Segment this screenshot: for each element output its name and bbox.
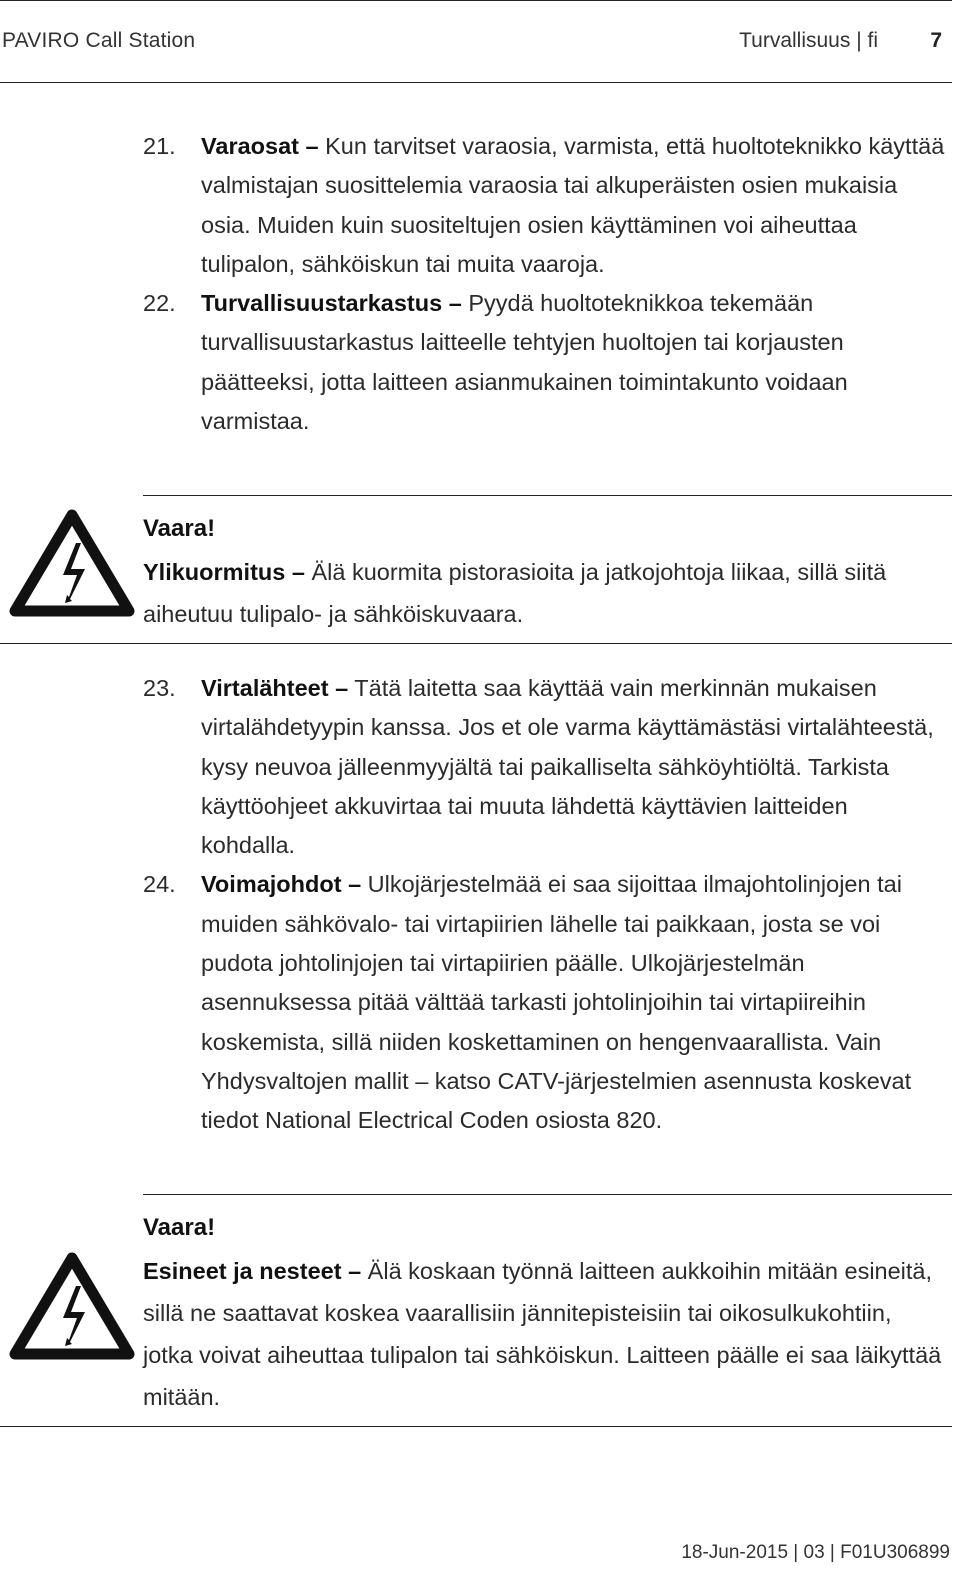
warning-box-overload bbox=[0, 495, 952, 645]
header-bottom-rule bbox=[0, 82, 952, 83]
item-number: 23. bbox=[143, 675, 176, 701]
warning-box-objects-liquids bbox=[0, 1194, 952, 1426]
item-number: 22. bbox=[143, 290, 176, 317]
item-text: Ulkojärjestelmää ei saa sijoittaa ilmajohtolinjojen tai muiden sähkövalo- tai virtapiirien lähelle tai paikkaan, josta se voi pudota johtolinjojen tai virtapiirien päälle. Ulkojärjestelmän asennuksessa pitää välttää tarkasti johtolinjoihin tai virtapiireihin koskemista, sillä niiden koskettaminen on hengenvaarallista. Vain Yhdysvaltojen mallit – katso CATV-järjestelmien asennusta koskevat tiedot National Electrical Coden osiosta 820. bbox=[201, 871, 912, 1134]
list-item bbox=[143, 127, 948, 284]
warning-title: Vaara! bbox=[143, 515, 216, 542]
electric-hazard-icon bbox=[9, 1252, 135, 1362]
warning-bottom-rule bbox=[0, 1426, 952, 1427]
page-header bbox=[0, 0, 952, 84]
header-top-rule bbox=[0, 0, 952, 1]
item-heading: Varaosat – bbox=[201, 133, 319, 159]
warning-text bbox=[143, 551, 943, 635]
item-heading: Voimajohdot – bbox=[201, 871, 362, 898]
warning-bottom-rule bbox=[0, 643, 952, 644]
product-name: PAVIRO Call Station bbox=[2, 29, 196, 52]
warning-body: Älä koskaan työnnä laitteen aukkoihin mitään esineitä, sillä ne saattavat koskea vaarallisiin jännitepisteisiin tai oikosulkukohtiin, jotka voivat aiheuttaa tulipalon tai sähköiskun. Laitteen päälle ei saa läikyttää mitään. bbox=[143, 1258, 942, 1410]
list-item bbox=[143, 284, 948, 441]
item-text: Tätä laitetta saa käyttää vain merkinnän mukaisen virtalähdetyypin kanssa. Jos et ole varma käyttämästäsi virtalähteestä, kysy neuvoa jälleenmyyjältä tai paikalliselta sähköyhtiöltä. Tarkista käyttöohjeet akkuvirtaa tai muuta lähdettä käyttävien laitteiden kohdalla. bbox=[201, 675, 934, 859]
list-item bbox=[143, 669, 948, 865]
item-number: 24. bbox=[143, 871, 176, 898]
item-heading: Turvallisuustarkastus – bbox=[201, 290, 462, 317]
item-text: Kun tarvitset varaosia, varmista, että huoltoteknikko käyttää valmistajan suosittelemia varaosia tai alkuperäisten osien mukaisia osia. Muiden kuin suositeltujen osien käyttäminen voi aiheuttaa tulipalon, sähköiskun tai muita vaaroja. bbox=[201, 133, 945, 277]
list-item bbox=[143, 865, 948, 1140]
warning-title: Vaara! bbox=[143, 1214, 216, 1241]
safety-list-a bbox=[143, 127, 948, 441]
page-number: 7 bbox=[930, 29, 942, 52]
warning-text bbox=[143, 1250, 943, 1418]
document-footer: 18-Jun-2015 | 03 | F01U306899 bbox=[681, 1542, 950, 1563]
electric-hazard-icon bbox=[9, 509, 135, 619]
item-text: Pyydä huoltoteknikkoa tekemään turvallisuustarkastus laitteelle tehtyjen huoltojen tai korjausten päätteeksi, jotta laitteen asianmukainen toimintakunto voidaan varmistaa. bbox=[201, 290, 848, 435]
safety-list-b bbox=[143, 669, 948, 1141]
warning-body: Älä kuormita pistorasioita ja jatkojohtoja liikaa, sillä siitä aiheutuu tulipalo- ja sähköiskuvaara. bbox=[143, 559, 887, 627]
warning-heading: Ylikuormitus – bbox=[143, 559, 305, 585]
warning-heading: Esineet ja nesteet – bbox=[143, 1258, 362, 1284]
section-label: Turvallisuus | fi bbox=[739, 29, 878, 52]
item-heading: Virtalähteet – bbox=[201, 675, 349, 701]
item-number: 21. bbox=[143, 133, 176, 159]
